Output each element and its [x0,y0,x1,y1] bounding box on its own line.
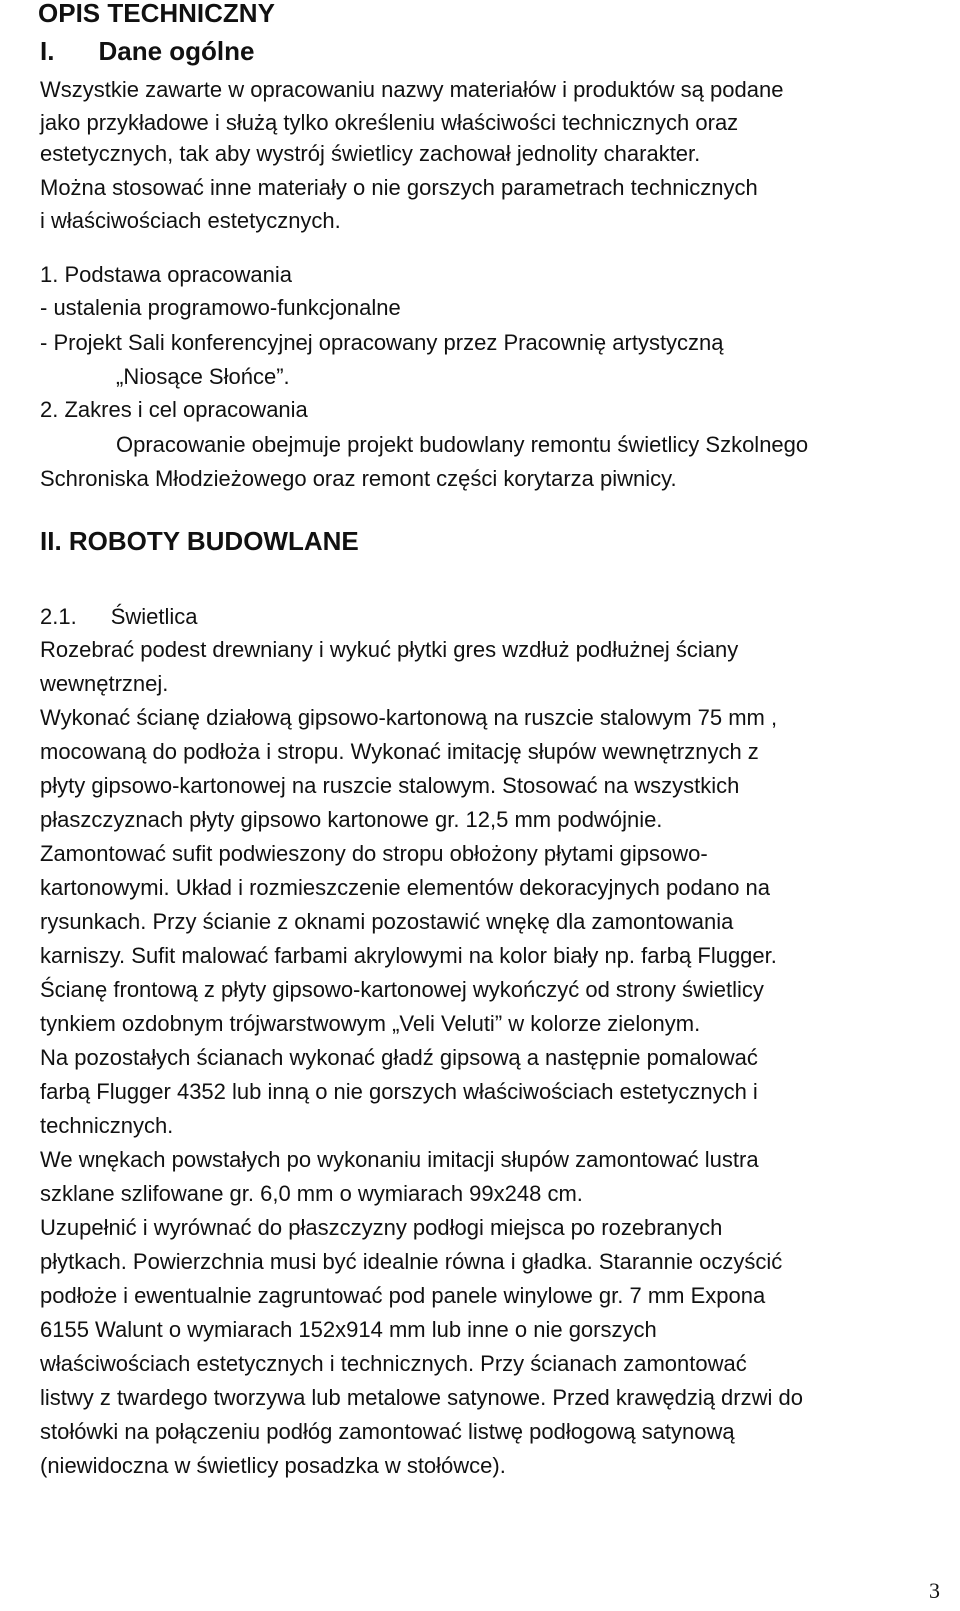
item-1-bullet: - Projekt Sali konferencyjnej opracowany przez Pracownię artystyczną [40,330,724,355]
body-line: technicznych. [40,1113,174,1138]
body-line: wewnętrznej. [40,671,169,696]
body-line: płyty gipsowo-kartonowej na ruszcie stalowym. Stosować na wszystkich [40,773,740,798]
body-line: podłoże i ewentualnie zagruntować pod panele winylowe gr. 7 mm Expona [40,1283,766,1308]
body-line: karniszy. Sufit malować farbami akrylowymi na kolor biały np. farbą Flugger. [40,943,777,968]
item-1-heading: 1. Podstawa opracowania [40,262,292,287]
body-line: Wykonać ścianę działową gipsowo-kartonową na ruszcie stalowym 75 mm , [40,705,778,730]
body-line: płytkach. Powierzchnia musi być idealnie równa i gładka. Starannie oczyścić [40,1249,783,1274]
page-number: 3 [929,1578,940,1603]
body-line: We wnękach powstałych po wykonaniu imitacji słupów zamontować lustra [40,1147,759,1172]
body-line: stołówki na połączeniu podłóg zamontować listwę podłogową satynową [40,1419,735,1444]
body-line: właściwościach estetycznych i technicznych. Przy ścianach zamontować [40,1351,747,1376]
item-2-text: Schroniska Młodzieżowego oraz remont części korytarza piwnicy. [40,466,677,491]
body-line: (niewidoczna w świetlicy posadzka w stołówce). [40,1453,506,1478]
section-2-heading: II. ROBOTY BUDOWLANE [40,526,359,556]
body-line: tynkiem ozdobnym trójwarstwowym „Veli Veluti” w kolorze zielonym. [40,1011,701,1036]
body-line: Uzupełnić i wyrównać do płaszczyzny podłogi miejsca po rozebranych [40,1215,723,1240]
item-1-bullet: - ustalenia programowo-funkcjonalne [40,295,401,320]
intro-line: Wszystkie zawarte w opracowaniu nazwy materiałów i produktów są podane [40,77,784,102]
intro-line: estetycznych, tak aby wystrój świetlicy zachował jednolity charakter. [40,141,701,166]
intro-line: i właściwościach estetycznych. [40,208,341,233]
body-line: 6155 Walunt o wymiarach 152x914 mm lub inne o nie gorszych [40,1317,657,1342]
subsection-heading [40,604,198,630]
section-1-number: I. [40,36,55,66]
intro-line: jako przykładowe i służą tylko określeniu właściwości technicznych oraz [40,110,739,135]
body-line: płaszczyznach płyty gipsowo kartonowe gr. 12,5 mm podwójnie. [40,807,663,832]
document-title: OPIS TECHNICZNY [38,0,275,28]
body-line: szklane szlifowane gr. 6,0 mm o wymiarach 99x248 cm. [40,1181,583,1206]
item-1-bullet-continuation: „Niosące Słońce”. [116,364,290,389]
subsection-number: 2.1. [40,604,77,629]
body-line: kartonowymi. Układ i rozmieszczenie elementów dekoracyjnych podano na [40,875,771,900]
section-1-title: Dane ogólne [98,36,255,66]
body-line: Ścianę frontową z płyty gipsowo-kartonowej wykończyć od strony świetlicy [40,977,764,1002]
body-line: Zamontować sufit podwieszony do stropu obłożony płytami gipsowo- [40,841,708,866]
subsection-title: Świetlica [110,604,198,629]
body-line: mocowaną do podłoża i stropu. Wykonać imitację słupów wewnętrznych z [40,739,759,764]
body-line: rysunkach. Przy ścianie z oknami pozostawić wnękę dla zamontowania [40,909,734,934]
body-line: listwy z twardego tworzywa lub metalowe satynowe. Przed krawędzią drzwi do [40,1385,803,1410]
body-line: farbą Flugger 4352 lub inną o nie gorszych właściwościach estetycznych i [40,1079,758,1104]
section-1-heading [40,38,254,64]
intro-line: Można stosować inne materiały o nie gorszych parametrach technicznych [40,175,758,200]
item-2-heading: 2. Zakres i cel opracowania [40,397,308,422]
item-2-text: Opracowanie obejmuje projekt budowlany remontu świetlicy Szkolnego [116,432,809,457]
body-line: Rozebrać podest drewniany i wykuć płytki gres wzdłuż podłużnej ściany [40,637,739,662]
body-line: Na pozostałych ścianach wykonać gładź gipsową a następnie pomalować [40,1045,758,1070]
